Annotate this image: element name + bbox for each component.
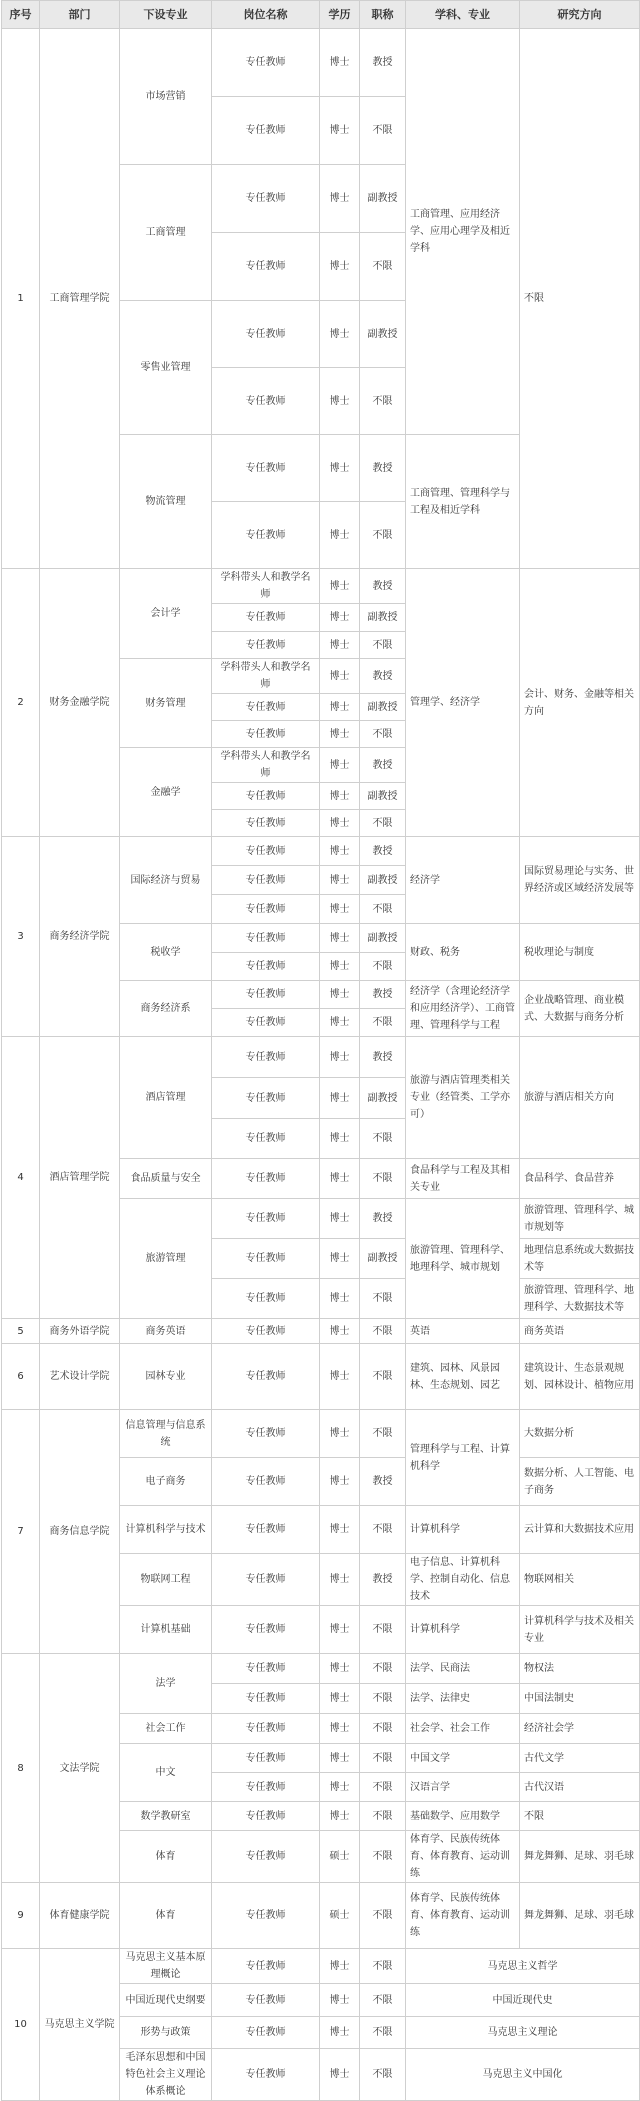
major-cell: 形势与政策	[120, 2017, 212, 2049]
major-cell: 体育	[120, 1883, 212, 1949]
major-cell: 食品质量与安全	[120, 1159, 212, 1199]
title-cell: 副教授	[360, 866, 406, 895]
edu-cell: 博士	[320, 837, 360, 866]
recruitment-table	[1, 0, 640, 2101]
discipline-cell: 汉语言学	[406, 1773, 520, 1802]
header-row	[2, 1, 640, 29]
direction-cell: 中国法制史	[520, 1684, 640, 1714]
post-cell: 学科带头人和教学名师	[212, 659, 320, 694]
direction-cell: 云计算和大数据技术应用	[520, 1506, 640, 1554]
seq-cell: 2	[2, 569, 40, 837]
post-cell: 专任教师	[212, 632, 320, 659]
post-cell: 专任教师	[212, 29, 320, 97]
post-cell: 专任教师	[212, 694, 320, 721]
title-cell: 不限	[360, 1744, 406, 1773]
seq-cell: 1	[2, 29, 40, 569]
major-cell: 旅游管理	[120, 1199, 212, 1319]
discipline-cell: 工商管理、管理科学与工程及相近学科	[406, 435, 520, 569]
dept-cell: 马克思主义学院	[40, 1949, 120, 2101]
direction-cell: 税收理论与制度	[520, 924, 640, 981]
title-cell: 不限	[360, 233, 406, 301]
header-seq: 序号	[2, 1, 40, 29]
discipline-cell: 建筑、园林、风景园林、生态规划、园艺	[406, 1344, 520, 1410]
discipline-direction-cell: 马克思主义理论	[406, 2017, 640, 2049]
direction-cell: 物联网相关	[520, 1554, 640, 1606]
direction-cell: 食品科学、食品营养	[520, 1159, 640, 1199]
major-cell: 马克思主义基本原理概论	[120, 1949, 212, 1984]
edu-cell: 博士	[320, 1159, 360, 1199]
title-cell: 教授	[360, 435, 406, 502]
post-cell: 专任教师	[212, 1410, 320, 1458]
edu-cell: 博士	[320, 435, 360, 502]
direction-cell: 建筑设计、生态景观规划、园林设计、植物应用	[520, 1344, 640, 1410]
direction-cell: 古代汉语	[520, 1773, 640, 1802]
discipline-cell: 英语	[406, 1319, 520, 1344]
title-cell: 不限	[360, 1119, 406, 1159]
edu-cell: 博士	[320, 1654, 360, 1684]
title-cell: 教授	[360, 659, 406, 694]
title-cell: 不限	[360, 1344, 406, 1410]
discipline-cell: 电子信息、计算机科学、控制自动化、信息技术	[406, 1554, 520, 1606]
post-cell: 专任教师	[212, 1037, 320, 1078]
title-cell: 副教授	[360, 783, 406, 810]
direction-cell: 旅游管理、管理科学、城市规划等	[520, 1199, 640, 1239]
title-cell: 不限	[360, 721, 406, 748]
post-cell: 专任教师	[212, 1199, 320, 1239]
table-row	[2, 1037, 640, 1078]
edu-cell: 博士	[320, 301, 360, 368]
post-cell: 专任教师	[212, 1684, 320, 1714]
post-cell: 专任教师	[212, 895, 320, 924]
major-cell: 酒店管理	[120, 1037, 212, 1159]
discipline-cell: 经济学	[406, 837, 520, 924]
major-cell: 物联网工程	[120, 1554, 212, 1606]
discipline-cell: 工商管理、应用经济学、应用心理学及相近学科	[406, 29, 520, 435]
edu-cell: 博士	[320, 97, 360, 165]
post-cell: 专任教师	[212, 1159, 320, 1199]
edu-cell: 博士	[320, 1714, 360, 1744]
major-cell: 信息管理与信息系统	[120, 1410, 212, 1458]
dept-cell: 商务信息学院	[40, 1410, 120, 1654]
discipline-direction-cell: 马克思主义哲学	[406, 1949, 640, 1984]
major-cell: 毛泽东思想和中国特色社会主义理论体系概论	[120, 2049, 212, 2101]
discipline-cell: 基础数学、应用数学	[406, 1802, 520, 1831]
title-cell: 不限	[360, 1773, 406, 1802]
major-cell: 园林专业	[120, 1344, 212, 1410]
major-cell: 财务管理	[120, 659, 212, 748]
title-cell: 副教授	[360, 1239, 406, 1279]
direction-cell: 不限	[520, 29, 640, 569]
seq-cell: 6	[2, 1344, 40, 1410]
edu-cell: 博士	[320, 233, 360, 301]
post-cell: 专任教师	[212, 1984, 320, 2017]
title-cell: 不限	[360, 1009, 406, 1037]
title-cell: 不限	[360, 1883, 406, 1949]
seq-cell: 10	[2, 1949, 40, 2101]
dept-cell: 商务外语学院	[40, 1319, 120, 1344]
table-row	[2, 837, 640, 866]
discipline-cell: 法学、法律史	[406, 1684, 520, 1714]
title-cell: 副教授	[360, 301, 406, 368]
seq-cell: 9	[2, 1883, 40, 1949]
edu-cell: 博士	[320, 981, 360, 1009]
direction-cell: 大数据分析	[520, 1410, 640, 1458]
title-cell: 不限	[360, 97, 406, 165]
title-cell: 教授	[360, 981, 406, 1009]
edu-cell: 博士	[320, 1119, 360, 1159]
post-cell: 专任教师	[212, 368, 320, 435]
post-cell: 学科带头人和教学名师	[212, 748, 320, 783]
title-cell: 不限	[360, 368, 406, 435]
edu-cell: 博士	[320, 1410, 360, 1458]
post-cell: 专任教师	[212, 953, 320, 981]
discipline-cell: 管理学、经济学	[406, 569, 520, 837]
title-cell: 副教授	[360, 1078, 406, 1119]
edu-cell: 硕士	[320, 1831, 360, 1883]
direction-cell: 经济社会学	[520, 1714, 640, 1744]
table-row	[2, 1949, 640, 1984]
edu-cell: 博士	[320, 29, 360, 97]
post-cell: 专任教师	[212, 233, 320, 301]
major-cell: 法学	[120, 1654, 212, 1714]
table-row	[2, 1344, 640, 1410]
post-cell: 专任教师	[212, 97, 320, 165]
title-cell: 不限	[360, 1410, 406, 1458]
title-cell: 教授	[360, 837, 406, 866]
edu-cell: 博士	[320, 694, 360, 721]
title-cell: 不限	[360, 1831, 406, 1883]
discipline-cell: 体育学、民族传统体育、体育教育、运动训练	[406, 1831, 520, 1883]
edu-cell: 博士	[320, 1554, 360, 1606]
edu-cell: 博士	[320, 1239, 360, 1279]
table-row	[2, 1410, 640, 1458]
header-title: 职称	[360, 1, 406, 29]
edu-cell: 博士	[320, 866, 360, 895]
discipline-cell: 计算机科学	[406, 1606, 520, 1654]
edu-cell: 博士	[320, 895, 360, 924]
dept-cell: 财务金融学院	[40, 569, 120, 837]
major-cell: 税收学	[120, 924, 212, 981]
title-cell: 不限	[360, 1319, 406, 1344]
edu-cell: 博士	[320, 1606, 360, 1654]
post-cell: 专任教师	[212, 924, 320, 953]
table-row	[2, 1319, 640, 1344]
edu-cell: 博士	[320, 721, 360, 748]
discipline-cell: 财政、税务	[406, 924, 520, 981]
edu-cell: 博士	[320, 1744, 360, 1773]
edu-cell: 博士	[320, 1949, 360, 1984]
title-cell: 教授	[360, 1458, 406, 1506]
direction-cell: 舞龙舞狮、足球、羽毛球	[520, 1831, 640, 1883]
post-cell: 专任教师	[212, 1344, 320, 1410]
major-cell: 商务经济系	[120, 981, 212, 1037]
title-cell: 不限	[360, 1984, 406, 2017]
title-cell: 不限	[360, 2049, 406, 2101]
direction-cell: 会计、财务、金融等相关方向	[520, 569, 640, 837]
major-cell: 物流管理	[120, 435, 212, 569]
dept-cell: 体育健康学院	[40, 1883, 120, 1949]
table-row	[2, 569, 640, 604]
table-body	[2, 29, 640, 2101]
direction-cell: 计算机科学与技术及相关专业	[520, 1606, 640, 1654]
edu-cell: 博士	[320, 2017, 360, 2049]
edu-cell: 博士	[320, 1319, 360, 1344]
post-cell: 专任教师	[212, 1009, 320, 1037]
title-cell: 教授	[360, 1554, 406, 1606]
title-cell: 不限	[360, 1506, 406, 1554]
post-cell: 专任教师	[212, 1606, 320, 1654]
title-cell: 副教授	[360, 924, 406, 953]
post-cell: 专任教师	[212, 165, 320, 233]
major-cell: 商务英语	[120, 1319, 212, 1344]
discipline-direction-cell: 马克思主义中国化	[406, 2049, 640, 2101]
header-dept: 部门	[40, 1, 120, 29]
discipline-direction-cell: 中国近现代史	[406, 1984, 640, 2017]
discipline-cell: 社会学、社会工作	[406, 1714, 520, 1744]
edu-cell: 博士	[320, 2049, 360, 2101]
discipline-cell: 经济学（含理论经济学和应用经济学）、工商管理、管理科学与工程	[406, 981, 520, 1037]
major-cell: 市场营销	[120, 29, 212, 165]
discipline-cell: 旅游与酒店管理类相关专业（经管类、工学亦可）	[406, 1037, 520, 1159]
direction-cell: 不限	[520, 1802, 640, 1831]
edu-cell: 博士	[320, 502, 360, 569]
major-cell: 工商管理	[120, 165, 212, 301]
edu-cell: 博士	[320, 1037, 360, 1078]
dept-cell: 文法学院	[40, 1654, 120, 1883]
post-cell: 专任教师	[212, 783, 320, 810]
major-cell: 体育	[120, 1831, 212, 1883]
header-post: 岗位名称	[212, 1, 320, 29]
edu-cell: 博士	[320, 604, 360, 632]
major-cell: 电子商务	[120, 1458, 212, 1506]
major-cell: 计算机科学与技术	[120, 1506, 212, 1554]
edu-cell: 博士	[320, 368, 360, 435]
table-row	[2, 1883, 640, 1949]
post-cell: 专任教师	[212, 502, 320, 569]
post-cell: 专任教师	[212, 435, 320, 502]
direction-cell: 旅游与酒店相关方向	[520, 1037, 640, 1159]
post-cell: 专任教师	[212, 981, 320, 1009]
title-cell: 教授	[360, 29, 406, 97]
title-cell: 不限	[360, 1684, 406, 1714]
major-cell: 计算机基础	[120, 1606, 212, 1654]
post-cell: 专任教师	[212, 1119, 320, 1159]
direction-cell: 数据分析、人工智能、电子商务	[520, 1458, 640, 1506]
discipline-cell: 食品科学与工程及其相关专业	[406, 1159, 520, 1199]
edu-cell: 博士	[320, 1279, 360, 1319]
major-cell: 零售业管理	[120, 301, 212, 435]
table-row	[2, 1654, 640, 1684]
post-cell: 专任教师	[212, 1654, 320, 1684]
post-cell: 专任教师	[212, 1802, 320, 1831]
discipline-cell: 计算机科学	[406, 1506, 520, 1554]
title-cell: 教授	[360, 1199, 406, 1239]
title-cell: 不限	[360, 1714, 406, 1744]
title-cell: 不限	[360, 1654, 406, 1684]
title-cell: 不限	[360, 1279, 406, 1319]
title-cell: 教授	[360, 569, 406, 604]
post-cell: 专任教师	[212, 1078, 320, 1119]
post-cell: 专任教师	[212, 1714, 320, 1744]
post-cell: 专任教师	[212, 2017, 320, 2049]
seq-cell: 5	[2, 1319, 40, 1344]
discipline-cell: 旅游管理、管理科学、地理科学、城市规划	[406, 1199, 520, 1319]
discipline-cell: 管理科学与工程、计算机科学	[406, 1410, 520, 1506]
title-cell: 副教授	[360, 694, 406, 721]
dept-cell: 艺术设计学院	[40, 1344, 120, 1410]
direction-cell: 商务英语	[520, 1319, 640, 1344]
direction-cell: 古代文学	[520, 1744, 640, 1773]
seq-cell: 4	[2, 1037, 40, 1319]
post-cell: 学科带头人和教学名师	[212, 569, 320, 604]
title-cell: 副教授	[360, 604, 406, 632]
header-direction: 研究方向	[520, 1, 640, 29]
post-cell: 专任教师	[212, 1279, 320, 1319]
header-edu: 学历	[320, 1, 360, 29]
edu-cell: 博士	[320, 1773, 360, 1802]
edu-cell: 博士	[320, 1078, 360, 1119]
title-cell: 教授	[360, 1037, 406, 1078]
major-cell: 数学教研室	[120, 1802, 212, 1831]
title-cell: 不限	[360, 1949, 406, 1984]
major-cell: 会计学	[120, 569, 212, 659]
edu-cell: 硕士	[320, 1883, 360, 1949]
edu-cell: 博士	[320, 1684, 360, 1714]
edu-cell: 博士	[320, 783, 360, 810]
post-cell: 专任教师	[212, 837, 320, 866]
edu-cell: 博士	[320, 1506, 360, 1554]
major-cell: 社会工作	[120, 1714, 212, 1744]
title-cell: 不限	[360, 895, 406, 924]
discipline-cell: 中国文学	[406, 1744, 520, 1773]
post-cell: 专任教师	[212, 810, 320, 837]
edu-cell: 博士	[320, 659, 360, 694]
post-cell: 专任教师	[212, 1319, 320, 1344]
post-cell: 专任教师	[212, 721, 320, 748]
edu-cell: 博士	[320, 1009, 360, 1037]
seq-cell: 8	[2, 1654, 40, 1883]
edu-cell: 博士	[320, 165, 360, 233]
post-cell: 专任教师	[212, 1239, 320, 1279]
major-cell: 国际经济与贸易	[120, 837, 212, 924]
post-cell: 专任教师	[212, 2049, 320, 2101]
direction-cell: 国际贸易理论与实务、世界经济或区域经济发展等	[520, 837, 640, 924]
dept-cell: 工商管理学院	[40, 29, 120, 569]
edu-cell: 博士	[320, 924, 360, 953]
title-cell: 不限	[360, 1159, 406, 1199]
edu-cell: 博士	[320, 632, 360, 659]
post-cell: 专任教师	[212, 604, 320, 632]
header-major: 下设专业	[120, 1, 212, 29]
post-cell: 专任教师	[212, 1506, 320, 1554]
table-row	[2, 29, 640, 97]
discipline-cell: 体育学、民族传统体育、体育教育、运动训练	[406, 1883, 520, 1949]
title-cell: 不限	[360, 1802, 406, 1831]
direction-cell: 舞龙舞狮、足球、羽毛球	[520, 1883, 640, 1949]
title-cell: 副教授	[360, 165, 406, 233]
title-cell: 不限	[360, 810, 406, 837]
dept-cell: 酒店管理学院	[40, 1037, 120, 1319]
edu-cell: 博士	[320, 810, 360, 837]
edu-cell: 博士	[320, 1458, 360, 1506]
edu-cell: 博士	[320, 748, 360, 783]
post-cell: 专任教师	[212, 1458, 320, 1506]
title-cell: 不限	[360, 632, 406, 659]
major-cell: 金融学	[120, 748, 212, 837]
edu-cell: 博士	[320, 1984, 360, 2017]
edu-cell: 博士	[320, 569, 360, 604]
post-cell: 专任教师	[212, 1744, 320, 1773]
direction-cell: 旅游管理、管理科学、地理科学、大数据技术等	[520, 1279, 640, 1319]
title-cell: 不限	[360, 2017, 406, 2049]
title-cell: 不限	[360, 953, 406, 981]
seq-cell: 7	[2, 1410, 40, 1654]
seq-cell: 3	[2, 837, 40, 1037]
post-cell: 专任教师	[212, 1773, 320, 1802]
direction-cell: 物权法	[520, 1654, 640, 1684]
post-cell: 专任教师	[212, 1949, 320, 1984]
title-cell: 教授	[360, 748, 406, 783]
post-cell: 专任教师	[212, 866, 320, 895]
dept-cell: 商务经济学院	[40, 837, 120, 1037]
title-cell: 不限	[360, 502, 406, 569]
discipline-cell: 法学、民商法	[406, 1654, 520, 1684]
direction-cell: 地理信息系统或大数据技术等	[520, 1239, 640, 1279]
major-cell: 中国近现代史纲要	[120, 1984, 212, 2017]
title-cell: 不限	[360, 1606, 406, 1654]
post-cell: 专任教师	[212, 301, 320, 368]
post-cell: 专任教师	[212, 1883, 320, 1949]
post-cell: 专任教师	[212, 1554, 320, 1606]
header-discipline: 学科、专业	[406, 1, 520, 29]
edu-cell: 博士	[320, 1199, 360, 1239]
edu-cell: 博士	[320, 953, 360, 981]
direction-cell: 企业战略管理、商业模式、大数据与商务分析	[520, 981, 640, 1037]
post-cell: 专任教师	[212, 1831, 320, 1883]
edu-cell: 博士	[320, 1344, 360, 1410]
major-cell: 中文	[120, 1744, 212, 1802]
edu-cell: 博士	[320, 1802, 360, 1831]
